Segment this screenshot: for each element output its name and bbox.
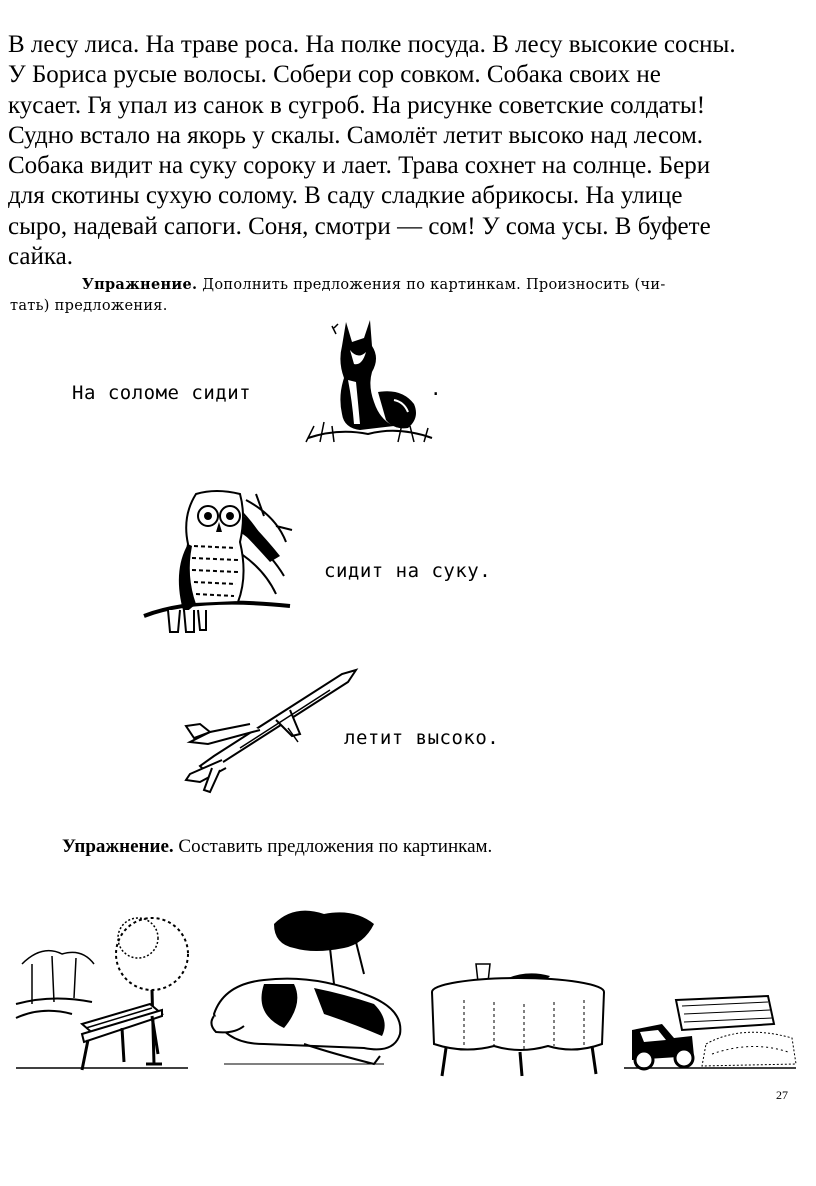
- exercise1-instruction: [10, 274, 810, 317]
- paragraph-line: Собака видит на суку сороку и лает. Трава сохнет на солнце. Бери: [8, 152, 711, 180]
- sleeping-dog-picture: [204, 904, 410, 1074]
- exercise1-text: Дополнить предложения по картинкам. Произносить (чи-: [197, 277, 666, 293]
- dump-truck-picture: [622, 994, 798, 1074]
- paragraph-line: кусает. Гя упал из санок в сугроб. На рисунке советские солдаты!: [8, 91, 706, 119]
- owl-picture: [136, 486, 296, 636]
- fox-picture: [298, 316, 438, 446]
- paragraph-line: У Бориса русые волосы. Собери сор совком. Собака своих не: [8, 61, 661, 89]
- exercise1-text-cont: тать) предложения.: [10, 298, 168, 314]
- paragraph-line: сайка.: [8, 243, 73, 271]
- paragraph-line: Судно встало на якорь у скалы. Самолёт летит высоко над лесом.: [8, 121, 704, 149]
- fox-sentence-period: .: [430, 378, 442, 400]
- park-bench-picture: [12, 894, 192, 1078]
- paragraph-line: для скотины сухую солому. В саду сладкие абрикосы. На улице: [8, 182, 683, 210]
- paragraph-line: В лесу лиса. На траве роса. На полке посуда. В лесу высокие сосны.: [8, 31, 736, 58]
- reading-paragraph: [8, 30, 798, 272]
- exercise2-text: Составить предложения по картинкам.: [173, 836, 493, 857]
- exercise2-instruction: [62, 836, 492, 858]
- owl-sentence: сидит на суку.: [324, 560, 492, 582]
- table-picture: [424, 960, 610, 1078]
- plane-sentence: летит высоко.: [344, 727, 500, 749]
- paragraph-line: сыро, надевай сапоги. Соня, смотри — сом! У сома усы. В буфете: [8, 212, 711, 240]
- page-number: 27: [776, 1088, 788, 1102]
- fox-sentence: На соломе сидит: [72, 382, 252, 404]
- exercise1-label: Упражнение.: [82, 276, 198, 293]
- airplane-picture: [180, 664, 360, 798]
- exercise2-label: Упражнение.: [62, 836, 174, 857]
